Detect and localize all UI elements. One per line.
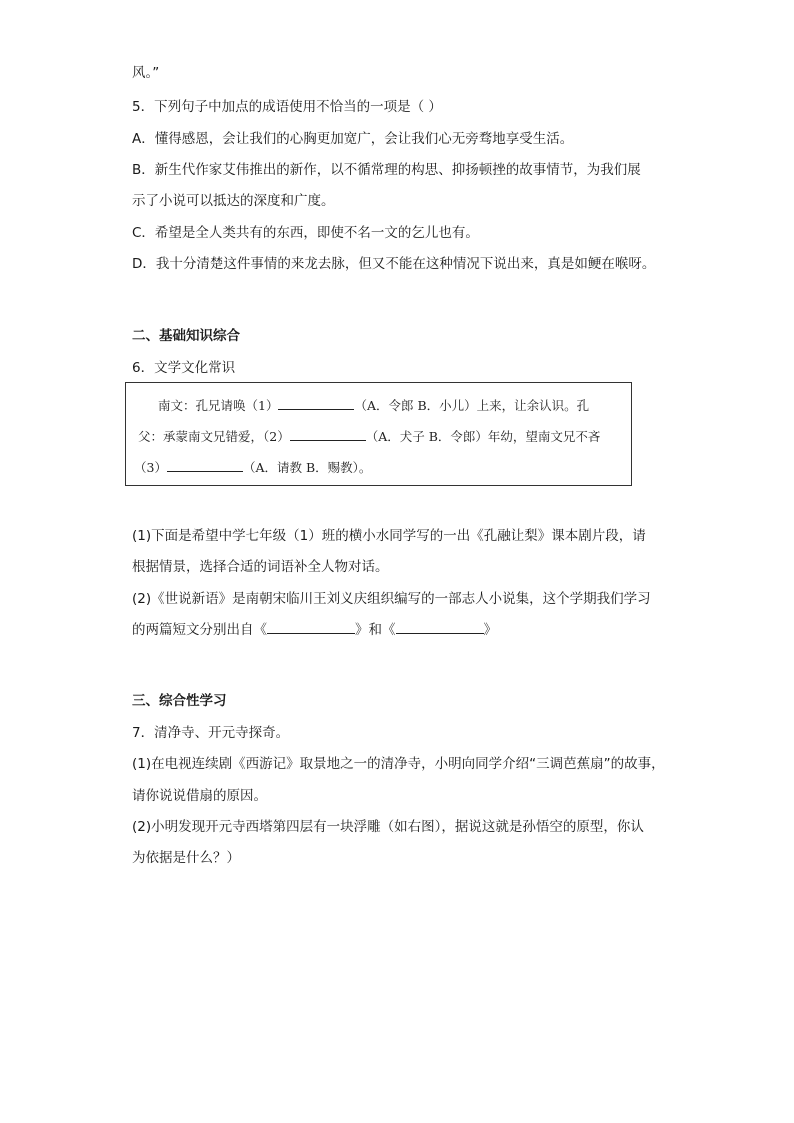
blank-2[interactable] [290, 428, 366, 441]
blank-1[interactable] [278, 397, 354, 410]
continued-text: 风。” [132, 65, 160, 81]
q5-option-b-line2: 示了小说可以抵达的深度和广度。 [132, 193, 335, 209]
q7-part2-line1: (2)小明发现开元寺西塔第四层有一块浮雕（如右图），据说这就是孙悟空的原型，你认 [132, 819, 644, 835]
q6-part1-line2: 根据情景，选择合适的词语补全人物对话。 [132, 559, 389, 575]
dialogue-box [125, 382, 632, 486]
q7-part1-line2: 请你说说借扇的原因。 [132, 788, 267, 804]
q5-option-d: D．我十分清楚这件事情的来龙去脉，但又不能在这种情况下说出来，真是如鲠在喉呀。 [132, 256, 656, 272]
section3-heading: 三、综合性学习 [132, 693, 227, 709]
q6-part2-line2 [132, 620, 497, 640]
blank-3[interactable] [167, 459, 243, 472]
q5-option-a: A．懂得感恩，会让我们的心胸更加宽广，会让我们心无旁骛地享受生活。 [132, 131, 574, 147]
dialogue-line-2 [138, 427, 600, 447]
q6-part2-text-b: 》和《 [355, 622, 396, 638]
dialogue-line-1-end: （A．令郎 B．小儿）上来，让余认识。孔 [354, 398, 590, 413]
q5-stem: 5．下列句子中加点的成语使用不恰当的一项是（ ） [132, 99, 442, 115]
q6-title: 6．文学文化常识 [132, 360, 236, 376]
q5-option-b-line1: B．新生代作家艾伟推出的新作，以不循常理的构思、抑扬顿挫的故事情节，为我们展 [132, 162, 641, 178]
section2-heading: 二、基础知识综合 [132, 328, 240, 344]
dialogue-line-3-end: （A．请教 B．赐教）。 [242, 460, 372, 475]
q6-part1-line1: (1)下面是希望中学七年级（1）班的横小水同学写的一出《孔融让梨》课本剧片段，请 [132, 528, 646, 544]
dialogue-line-3 [134, 458, 371, 478]
q6-part2-line1: (2)《世说新语》是南朝宋临川王刘义庆组织编写的一部志人小说集，这个学期我们学习 [132, 591, 651, 607]
q6-part2-text-c: 》 [483, 622, 497, 638]
q7-part1-line1: (1)在电视连续剧《西游记》取景地之一的清净寺，小明向同学介绍“三调芭蕉扇”的故事， [132, 756, 665, 772]
blank-5[interactable] [396, 621, 484, 634]
dialogue-line-2-start: 父：承蒙南文兄错爱，（2） [138, 429, 290, 444]
q5-option-c: C．希望是全人类共有的东西，即使不名一文的乞儿也有。 [132, 225, 479, 241]
dialogue-line-1 [158, 396, 589, 416]
q6-part2-text-a: 的两篇短文分别出自《 [132, 622, 267, 638]
blank-4[interactable] [267, 621, 355, 634]
dialogue-line-3-start: （3） [134, 460, 167, 475]
dialogue-line-2-end: （A．犬子 B．令郎）年幼，望南文兄不吝 [365, 429, 601, 444]
dialogue-line-1-start: 南文：孔兄请唤（1） [158, 398, 279, 413]
q7-part2-line2: 为依据是什么？） [132, 850, 240, 866]
q7-title: 7．清净寺、开元寺探奇。 [132, 725, 290, 741]
